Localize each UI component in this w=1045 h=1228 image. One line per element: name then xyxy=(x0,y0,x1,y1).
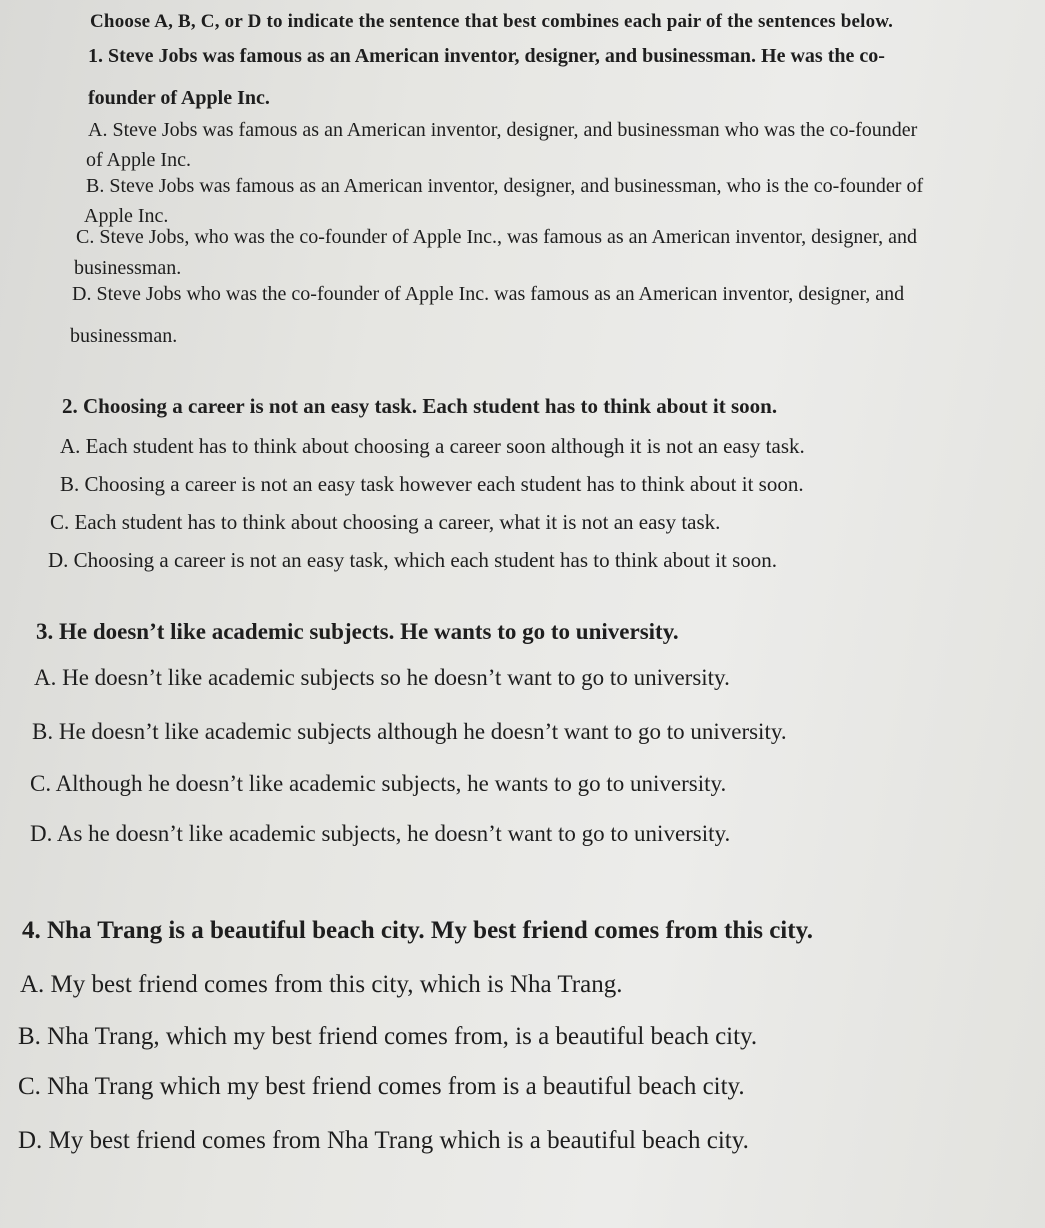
question-2-option-a: A. Each student has to think about choosing a career soon although it is not an easy task. xyxy=(60,434,805,458)
question-4-option-a: A. My best friend comes from this city, which is Nha Trang. xyxy=(20,971,623,998)
question-2-stem: 2. Choosing a career is not an easy task. Each student has to think about it soon. xyxy=(62,394,778,418)
question-1-option-c-cont: businessman. xyxy=(74,257,182,279)
question-1-option-d-cont: businessman. xyxy=(70,325,178,347)
question-4-option-c: C. Nha Trang which my best friend comes from is a beautiful beach city. xyxy=(18,1073,745,1100)
question-3-option-c: C. Although he doesn’t like academic subjects, he wants to go to university. xyxy=(30,771,727,796)
question-1-stem-line-1: 1. Steve Jobs was famous as an American inventor, designer, and businessman. He was the co- xyxy=(88,45,885,67)
question-2-option-d: D. Choosing a career is not an easy task, which each student has to think about it soon. xyxy=(48,548,778,572)
question-1-option-b: B. Steve Jobs was famous as an American inventor, designer, and businessman, who is the co-founder of xyxy=(86,175,924,197)
question-2-option-b: B. Choosing a career is not an easy task however each student has to think about it soon. xyxy=(60,472,804,496)
question-4-option-d: D. My best friend comes from Nha Trang which is a beautiful beach city. xyxy=(18,1127,749,1154)
question-3-option-d: D. As he doesn’t like academic subjects, he doesn’t want to go to university. xyxy=(30,821,731,846)
question-3-option-a: A. He doesn’t like academic subjects so he doesn’t want to go to university. xyxy=(34,665,730,690)
question-1-option-a-cont: of Apple Inc. xyxy=(86,149,191,171)
instructions: Choose A, B, C, or D to indicate the sentence that best combines each pair of the sentences below. xyxy=(90,11,894,32)
question-1-option-c: C. Steve Jobs, who was the co-founder of Apple Inc., was famous as an American inventor, designer, and xyxy=(76,226,917,248)
question-1-option-a: A. Steve Jobs was famous as an American inventor, designer, and businessman who was the co-founder xyxy=(88,119,918,141)
question-1-option-b-cont: Apple Inc. xyxy=(84,205,169,227)
question-1-stem-line-2: founder of Apple Inc. xyxy=(88,87,270,109)
question-1-option-d: D. Steve Jobs who was the co-founder of Apple Inc. was famous as an American inventor, designer, and xyxy=(72,283,905,305)
question-3-stem: 3. He doesn’t like academic subjects. He wants to go to university. xyxy=(36,619,679,644)
question-4-option-b: B. Nha Trang, which my best friend comes from, is a beautiful beach city. xyxy=(18,1023,758,1050)
question-3-option-b: B. He doesn’t like academic subjects although he doesn’t want to go to university. xyxy=(32,719,787,744)
question-4-stem: 4. Nha Trang is a beautiful beach city. My best friend comes from this city. xyxy=(22,917,813,944)
question-2-option-c: C. Each student has to think about choosing a career, what it is not an easy task. xyxy=(50,510,721,534)
